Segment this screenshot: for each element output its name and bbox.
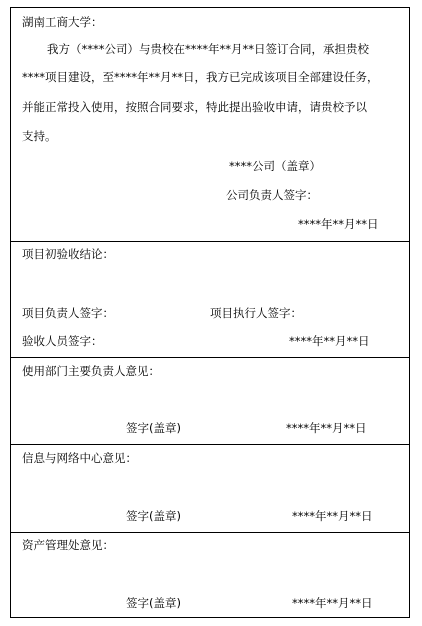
user-dept-signature-label: 签字(盖章) <box>126 421 181 435</box>
project-executor-signature-label: 项目执行人签字： <box>210 306 302 320</box>
acceptance-form <box>10 7 410 618</box>
network-center-heading: 信息与网络中心意见： <box>22 451 137 465</box>
asset-office-signature-label: 签字(盖章) <box>126 596 181 610</box>
request-paragraph-line2: ****项目建设，至****年**月**日，我方已完成该项目全部建设任务， <box>22 70 379 84</box>
request-paragraph-line3: 并能正常投入使用，按照合同要求，特此提出验收申请，请贵校予以 <box>22 100 367 114</box>
request-paragraph-line4: 支持。 <box>22 129 57 143</box>
request-section <box>11 8 409 242</box>
salutation: 湖南工商大学： <box>22 15 103 29</box>
network-center-signature-label: 签字(盖章) <box>126 509 181 523</box>
initial-acceptance-date: ****年**月**日 <box>289 334 370 348</box>
user-dept-date: ****年**月**日 <box>286 421 367 435</box>
project-leader-signature-label: 项目负责人签字： <box>22 306 114 320</box>
asset-office-date: ****年**月**日 <box>292 596 373 610</box>
initial-acceptance-heading: 项目初验收结论： <box>22 247 114 261</box>
acceptor-signature-label: 验收人员签字： <box>22 334 103 348</box>
asset-office-section <box>11 532 409 617</box>
user-dept-heading: 使用部门主要负责人意见： <box>22 364 160 378</box>
company-seal: ****公司（盖章） <box>229 159 321 173</box>
asset-office-heading: 资产管理处意见： <box>22 538 114 552</box>
user-dept-section <box>11 357 409 445</box>
request-paragraph-line1: 我方（****公司）与贵校在****年**月**日签订合同，承担贵校 <box>47 42 369 56</box>
initial-acceptance-section <box>11 241 409 358</box>
network-center-date: ****年**月**日 <box>292 509 373 523</box>
request-date: ****年**月**日 <box>298 217 379 231</box>
company-signer-label: 公司负责人签字： <box>226 188 318 202</box>
network-center-section <box>11 444 409 533</box>
